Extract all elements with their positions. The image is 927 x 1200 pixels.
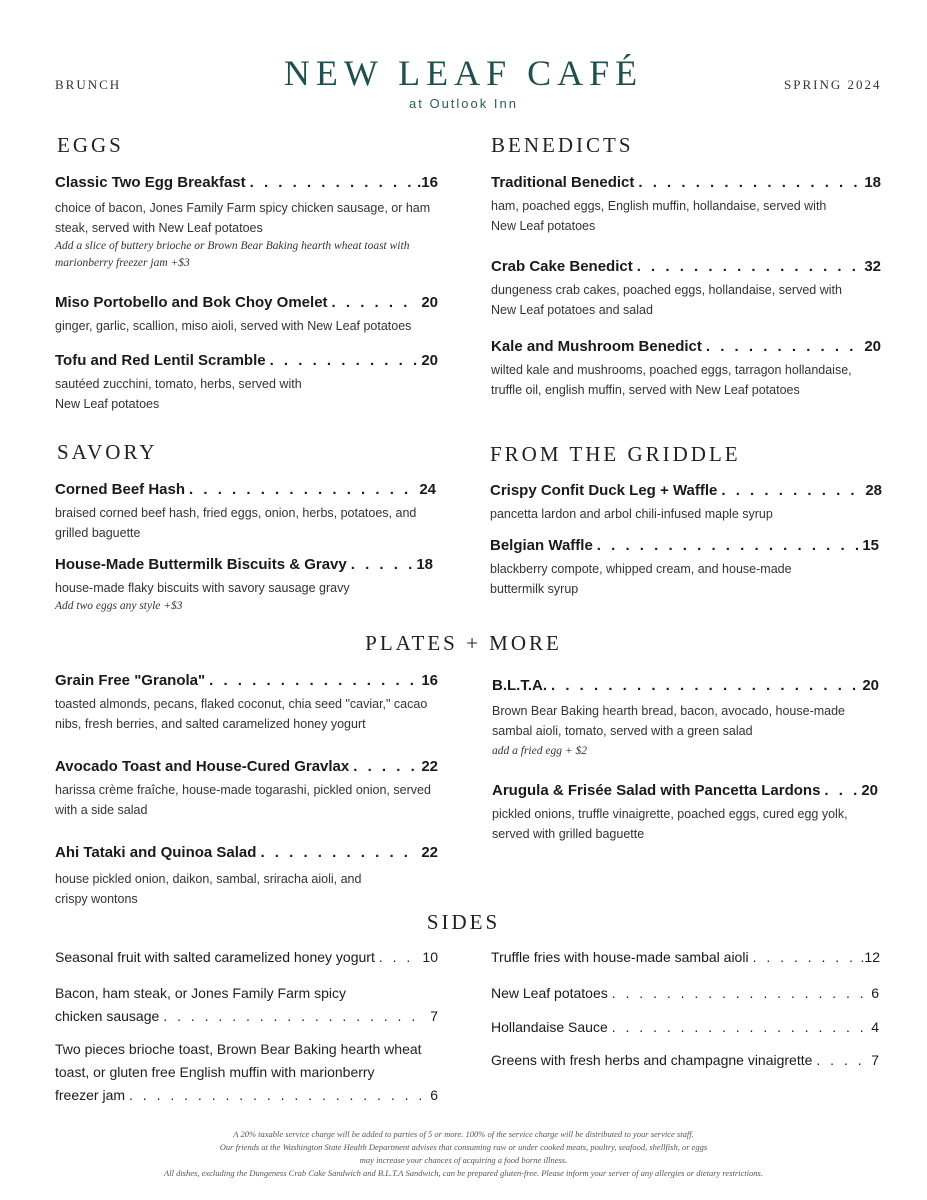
- item-price: 15: [862, 537, 879, 554]
- item-description: ginger, garlic, scallion, miso aioli, served with New Leaf potatoes: [55, 319, 412, 333]
- item-price: 20: [421, 294, 438, 311]
- item-description: ham, poached eggs, English muffin, hollandaise, served with New Leaf potatoes: [491, 199, 827, 233]
- leader-dots: [209, 672, 417, 689]
- section-title-savory: SAVORY: [57, 440, 158, 464]
- item-note: add a fried egg + $2: [492, 745, 587, 757]
- menu-item: [55, 672, 438, 734]
- item-description: dungeness crab cakes, poached eggs, hollandaise, served with New Leaf potatoes and salad: [491, 283, 842, 317]
- footer-line: A 20% taxable service charge will be added to parties of 5 or more. 100% of the service charge will be distributed to your service staff.: [233, 1129, 694, 1139]
- side-price: 6: [430, 1087, 438, 1103]
- menu-item: [490, 482, 882, 524]
- leader-dots: [721, 482, 861, 499]
- side-description: Two pieces brioche toast, Brown Bear Baking hearth wheat toast, or gluten free English muffin with marionberry: [55, 1041, 422, 1080]
- item-price: 20: [862, 677, 879, 694]
- item-description: wilted kale and mushrooms, poached eggs, tarragon hollandaise, truffle oil, english muffin, served with New Leaf potatoes: [491, 363, 852, 397]
- leader-dots: [637, 258, 861, 275]
- item-description: sautéed zucchini, tomato, herbs, served with New Leaf potatoes: [55, 377, 302, 411]
- menu-item: [55, 174, 438, 272]
- menu-item: [491, 258, 881, 320]
- side-item: [491, 1016, 879, 1039]
- item-name: Arugula & Frisée Salad with Pancetta Lardons: [492, 782, 821, 799]
- item-price: 24: [419, 481, 436, 498]
- item-description: toasted almonds, pecans, flaked coconut, chia seed "caviar," cacao nibs, fresh berries, and salted caramelized honey yogurt: [55, 697, 428, 731]
- side-item: [55, 1038, 438, 1107]
- section-title-eggs: EGGS: [57, 133, 124, 157]
- leader-dots: [551, 677, 858, 694]
- side-name: freezer jam: [55, 1087, 126, 1103]
- side-name: New Leaf potatoes: [491, 985, 608, 1001]
- leader-dots: [353, 758, 417, 775]
- item-price: 28: [865, 482, 882, 499]
- item-description: choice of bacon, Jones Family Farm spicy chicken sausage, or ham steak, served with New Leaf potatoes: [55, 201, 431, 235]
- side-price: 4: [871, 1019, 879, 1035]
- section-title-griddle: FROM THE GRIDDLE: [490, 442, 741, 466]
- side-price: 7: [871, 1052, 879, 1068]
- item-name: Corned Beef Hash: [55, 481, 186, 498]
- item-name: Ahi Tataki and Quinoa Salad: [55, 844, 257, 861]
- leader-dots: [612, 1016, 867, 1039]
- item-price: 32: [864, 258, 881, 275]
- item-name: Traditional Benedict: [491, 174, 635, 191]
- item-price: 22: [421, 758, 438, 775]
- leader-dots: [260, 844, 417, 861]
- side-description: Bacon, ham steak, or Jones Family Farm spicy: [55, 985, 346, 1001]
- section-title-plates: PLATES + MORE: [365, 631, 562, 655]
- item-description: pickled onions, truffle vinaigrette, poached eggs, cured egg yolk, served with grilled baguette: [492, 807, 848, 841]
- side-price: .12: [860, 949, 880, 965]
- menu-item: [55, 352, 438, 414]
- footer-line: may increase your chances of acquiring a food borne illness.: [359, 1155, 568, 1165]
- leader-dots: [129, 1084, 426, 1107]
- section-title-benedicts: BENEDICTS: [491, 133, 634, 157]
- item-name: Tofu and Red Lentil Scramble: [55, 352, 266, 369]
- item-description: house-made flaky biscuits with savory sausage gravy: [55, 581, 350, 595]
- item-name: Grain Free "Granola": [55, 672, 206, 689]
- leader-dots: [612, 982, 867, 1005]
- menu-item: [491, 174, 881, 236]
- footer-line: Our friends at the Washington State Health Department advises that consuming raw or under cooked meats, poultry, seafood, shellfish, or eggs: [219, 1142, 708, 1152]
- side-item: [491, 1049, 879, 1072]
- menu-item: [55, 294, 438, 336]
- item-price: 20: [861, 782, 878, 799]
- item-name: House-Made Buttermilk Biscuits & Gravy: [55, 556, 347, 573]
- leader-dots: [753, 946, 857, 969]
- item-description: blackberry compote, whipped cream, and house-made buttermilk syrup: [490, 562, 792, 596]
- item-price: 18: [416, 556, 433, 573]
- side-item: [491, 982, 879, 1005]
- leader-dots: [379, 946, 419, 969]
- side-price: 6: [871, 985, 879, 1001]
- leader-dots: [189, 481, 415, 498]
- item-description: braised corned beef hash, fried eggs, onion, herbs, potatoes, and grilled baguette: [55, 506, 417, 540]
- menu-item: [492, 782, 878, 844]
- footer-line: All dishes, excluding the Dungeness Crab Cake Sandwich and B.L.T.A Sandwich, can be prepared gluten-free. Please inform your server of any allergies or dietary restrictions.: [164, 1168, 763, 1178]
- leader-dots: [351, 556, 413, 573]
- item-name: Classic Two Egg Breakfast: [55, 174, 246, 191]
- item-price: 22: [421, 844, 438, 861]
- side-price: 10: [422, 949, 438, 965]
- menu-item: [491, 338, 881, 400]
- item-description: Brown Bear Baking hearth bread, bacon, avocado, house-made sambal aioli, tomato, served with a green salad: [492, 704, 846, 738]
- side-price: 7: [430, 1008, 438, 1024]
- leader-dots: [816, 1049, 867, 1072]
- leader-dots: [597, 537, 859, 554]
- footer-disclaimer: [0, 1128, 927, 1180]
- season-label: SPRING 2024: [784, 77, 882, 92]
- leader-dots: [824, 782, 857, 799]
- menu-item: [55, 481, 436, 543]
- item-description: pancetta lardon and arbol chili-infused maple syrup: [490, 507, 773, 521]
- menu-item: [492, 677, 879, 760]
- menu-item: [55, 556, 433, 615]
- leader-dots: [706, 338, 860, 355]
- item-name: Crab Cake Benedict: [491, 258, 633, 275]
- side-item: [491, 946, 880, 969]
- meal-label: BRUNCH: [55, 77, 122, 92]
- section-title-sides: SIDES: [426, 910, 501, 934]
- item-description: house pickled onion, daikon, sambal, sriracha aioli, and crispy wontons: [55, 872, 362, 906]
- side-name: Seasonal fruit with salted caramelized honey yogurt: [55, 949, 375, 965]
- item-price: .16: [417, 174, 438, 191]
- restaurant-title: NEW LEAF CAFÉ: [283, 53, 644, 93]
- item-price: 20: [864, 338, 881, 355]
- side-name: Greens with fresh herbs and champagne vinaigrette: [491, 1052, 813, 1068]
- item-note: Add a slice of buttery brioche or Brown Bear Baking hearth wheat toast with marionberry freezer jam +$3: [55, 240, 410, 269]
- item-note: Add two eggs any style +$3: [55, 600, 183, 612]
- item-description: harissa crème fraîche, house-made togarashi, pickled onion, served with a side salad: [55, 783, 431, 817]
- item-name: Miso Portobello and Bok Choy Omelet: [55, 294, 328, 311]
- side-item: [55, 982, 438, 1028]
- item-name: Kale and Mushroom Benedict: [491, 338, 702, 355]
- side-name: chicken sausage: [55, 1008, 160, 1024]
- item-name: B.L.T.A.: [492, 677, 547, 694]
- menu-item: [55, 758, 438, 820]
- restaurant-subtitle: at Outlook Inn: [409, 96, 518, 111]
- leader-dots: [638, 174, 860, 191]
- leader-dots: [270, 352, 418, 369]
- menu-item: [490, 537, 879, 599]
- item-price: 20: [421, 352, 438, 369]
- side-item: [55, 946, 438, 969]
- leader-dots: [163, 1005, 426, 1028]
- item-price: 18: [864, 174, 881, 191]
- menu-item: [55, 844, 438, 909]
- leader-dots: [332, 294, 418, 311]
- item-name: Belgian Waffle: [490, 537, 593, 554]
- side-name: Truffle fries with house-made sambal aioli: [491, 949, 749, 965]
- item-price: 16: [421, 672, 438, 689]
- item-name: Avocado Toast and House-Cured Gravlax: [55, 758, 350, 775]
- leader-dots: [250, 174, 414, 191]
- side-name: Hollandaise Sauce: [491, 1019, 608, 1035]
- item-name: Crispy Confit Duck Leg + Waffle: [490, 482, 718, 499]
